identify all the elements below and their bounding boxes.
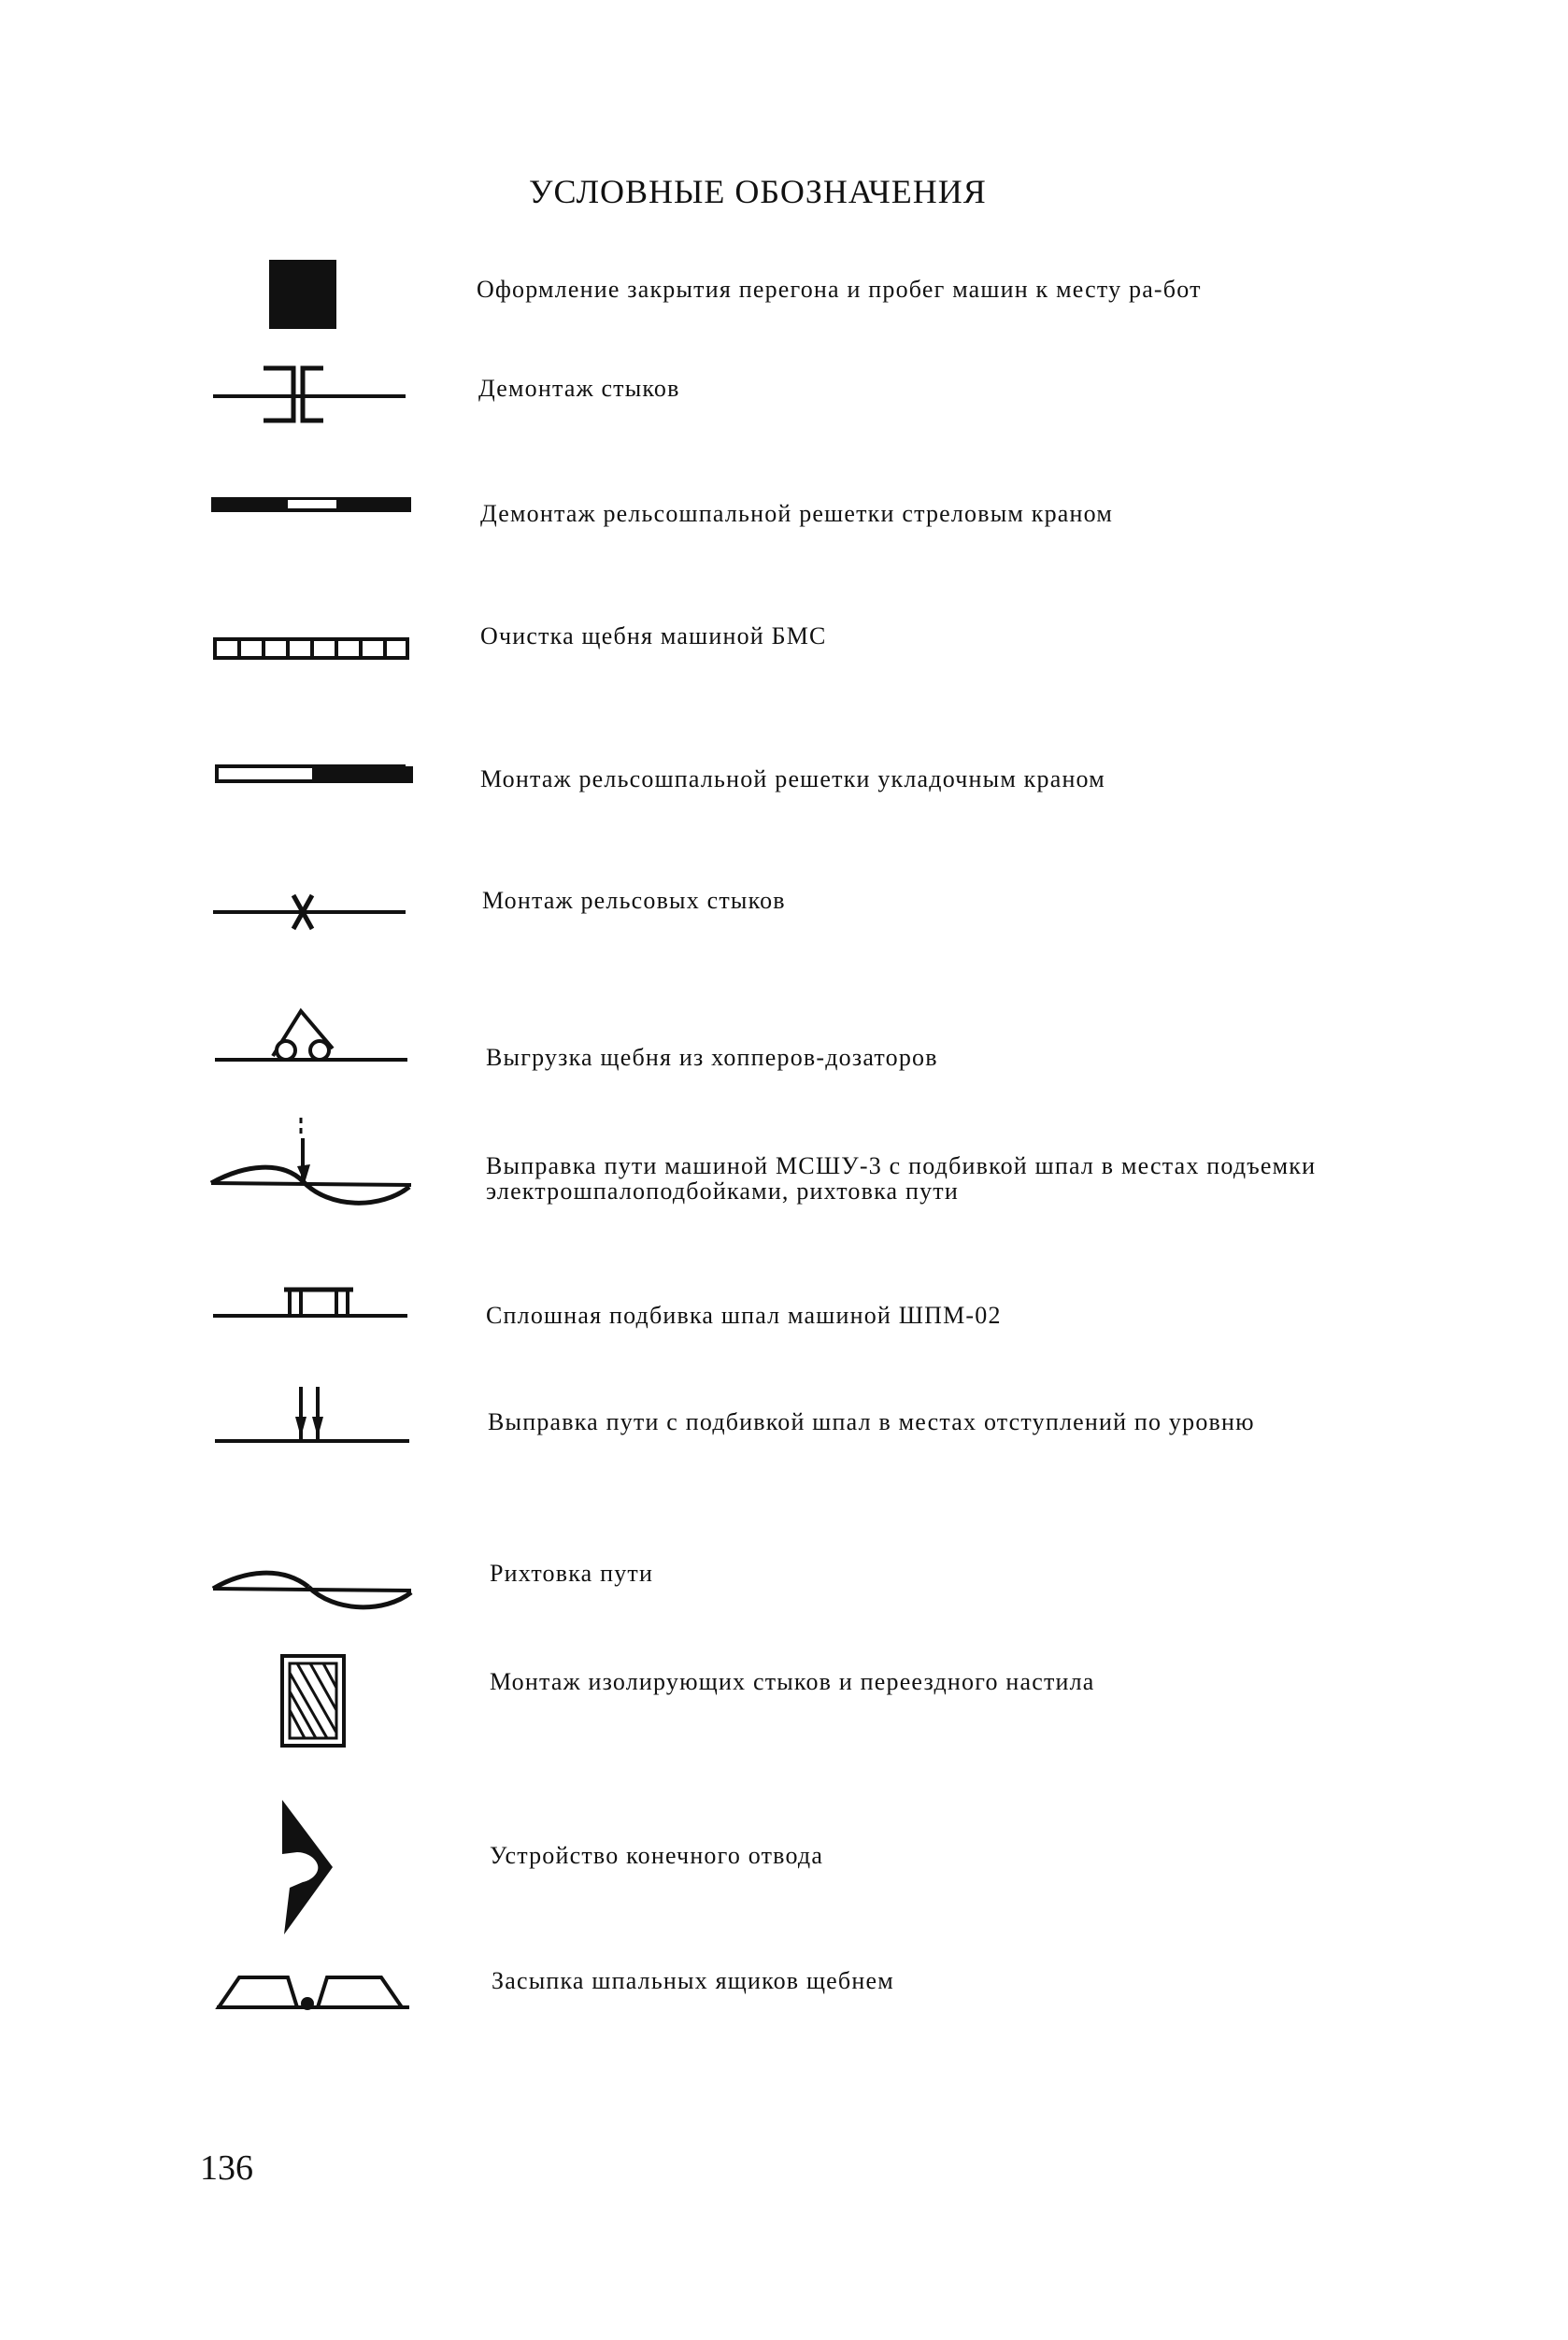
ladder-bar-icon: [207, 632, 415, 665]
legend-label: Рихтовка пути: [490, 1560, 654, 1587]
trapezoids-dot-icon: [207, 1968, 415, 2015]
legend-label: Демонтаж стыков: [478, 375, 680, 402]
legend-label: Очистка щебня машиной БМС: [480, 622, 827, 649]
legend-label: Оформление закрытия перегона и пробег машин к месту ра-бот: [477, 276, 1202, 303]
page-title: УСЛОВНЫЕ ОБОЗНАЧЕНИЯ: [529, 173, 987, 210]
cross-on-line-icon: [207, 888, 415, 936]
double-arrow-icon: [207, 1383, 415, 1452]
legend-label: Монтаж рельсошпальной решетки укладочным краном: [480, 765, 1105, 792]
legend-label: Демонтаж рельсошпальной решетки стреловым краном: [480, 500, 1114, 527]
legend-label: Монтаж рельсовых стыков: [482, 887, 786, 914]
black-square-icon: [207, 258, 415, 333]
legend-label: Засыпка шпальных ящиков щебнем: [492, 1967, 894, 1994]
crane-dismantle-bar-icon: [207, 492, 415, 520]
end-diversion-icon: [207, 1798, 415, 1938]
hatched-rectangle-icon: [207, 1654, 415, 1751]
legend-label: Сплошная подбивка шпал машиной ШПМ-02: [486, 1302, 1002, 1329]
tamping-box-icon: [207, 1277, 415, 1323]
wave-with-arrow-icon: [207, 1116, 415, 1215]
legend-label: Выгрузка щебня из хопперов-дозаторов: [486, 1044, 938, 1071]
joint-dismantle-icon: [207, 355, 415, 426]
legend-label: Выправка пути машиной МСШУ-3 с подбивкой шпал в местах подъемки электрошпалоподбойками, рихтовка пути: [486, 1152, 1317, 1205]
legend-label: Устройство конечного отвода: [490, 1842, 824, 1869]
crane-assembly-bar-icon: [207, 759, 415, 789]
legend-label: Монтаж изолирующих стыков и переездного настила: [490, 1668, 1095, 1695]
page-number: 136: [200, 2148, 253, 2188]
legend-label: Выправка пути с подбивкой шпал в местах отступлений по уровню: [488, 1408, 1255, 1435]
hopper-icon: [207, 1002, 415, 1069]
wave-icon: [207, 1561, 415, 1619]
